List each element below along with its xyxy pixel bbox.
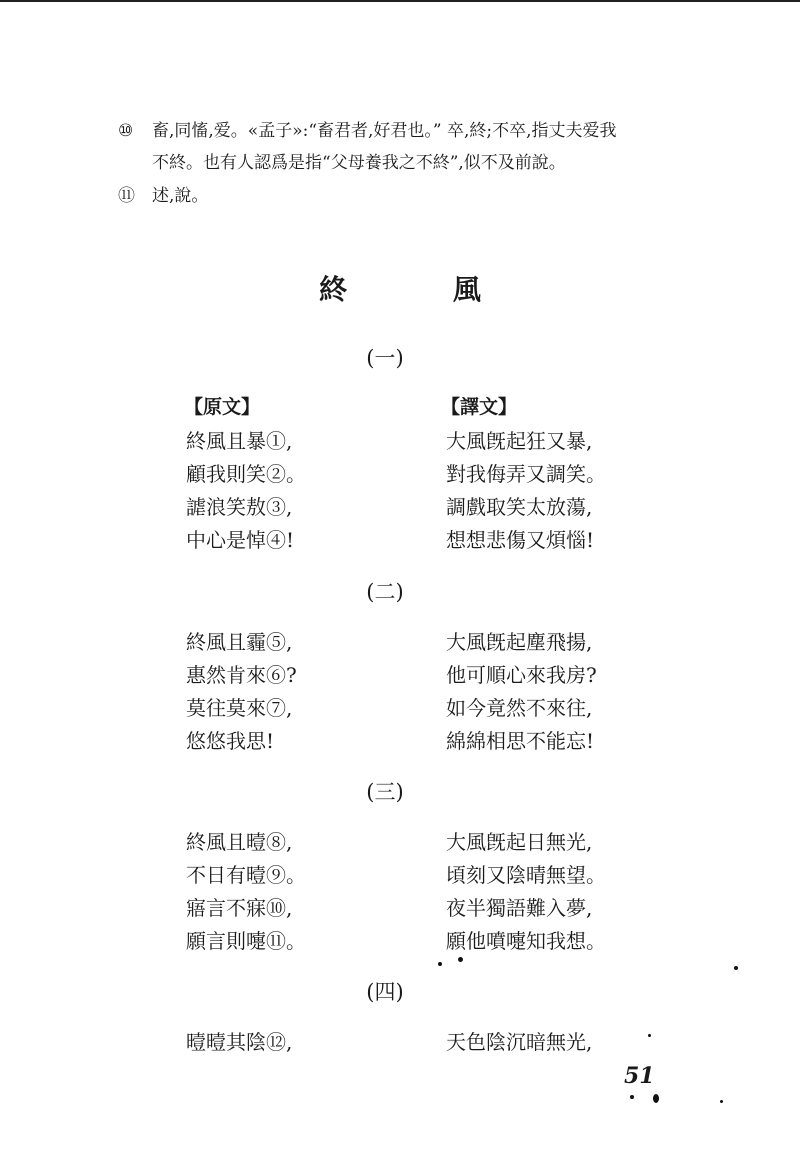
translation-line: 綿綿相思不能忘! [446,729,595,753]
translation-line: 夜半獨語難入夢, [446,896,593,920]
scan-speck [630,1095,634,1099]
original-line: 惠然肯來⑥? [186,663,297,687]
translation-line: 想想悲傷又煩惱! [446,528,595,552]
page-number: 51 [624,1063,655,1089]
stanza-label: (一) [366,346,404,370]
translation-line: 天色陰沉暗無光, [446,1030,593,1054]
footnote-11 [118,184,208,208]
original-line: 終風且暴①, [186,429,293,453]
footnote-text: 述,說。 [152,186,209,206]
translation-line: 他可順心來我房? [446,663,597,687]
footnote-10-continuation: 不終。也有人認爲是指“父母養我之不終”,似不及前說。 [152,153,566,173]
original-line: 願言則嚏⑪。 [186,929,306,953]
footnote-number: ⑪ [118,186,135,206]
stanza-label: (二) [366,580,404,604]
original-line: 終風且霾⑤, [186,630,293,654]
stanza-label: (三) [366,780,404,804]
original-line: 悠悠我思! [186,729,275,753]
footnote-number: ⑩ [118,121,134,141]
scan-speck [438,962,442,966]
original-line: 終風且曀⑧, [186,830,293,854]
scan-speck [653,1094,659,1103]
translation-line: 大風旣起日無光, [446,830,593,854]
original-text-header: 【原文】 [184,396,261,418]
footnote-text: 畜,同慉,爱。«孟子»:“畜君者,好君也。” 卒,終;不卒,指丈夫爱我 [152,121,617,141]
footnote-10 [118,119,617,143]
original-line: 中心是悼④! [186,528,295,552]
poem-title: 終 風 [319,273,529,306]
translation-line: 調戲取笑太放蕩, [446,495,593,519]
translation-line: 頃刻又陰晴無望。 [446,863,606,887]
original-line: 曀曀其陰⑫, [186,1030,293,1054]
scan-speck [720,1100,723,1103]
original-line: 謔浪笑敖③, [186,495,293,519]
original-line: 不日有曀⑨。 [186,863,306,887]
top-rule [0,0,800,2]
scan-speck [458,957,463,962]
original-line: 寤言不寐⑩, [186,896,293,920]
translation-line: 如今竟然不來往, [446,696,593,720]
translation-header: 【譯文】 [441,396,518,418]
scan-speck [648,1034,651,1037]
translation-line: 對我侮弄又調笑。 [446,462,606,486]
stanza-label: (四) [366,980,404,1004]
translation-line: 大風旣起狂又暴, [446,429,593,453]
translation-line: 大風旣起塵飛揚, [446,630,593,654]
original-line: 顧我則笑②。 [186,462,306,486]
scan-speck [734,966,738,970]
translation-line: 願他噴嚏知我想。 [446,929,606,953]
original-line: 莫往莫來⑦, [186,696,293,720]
